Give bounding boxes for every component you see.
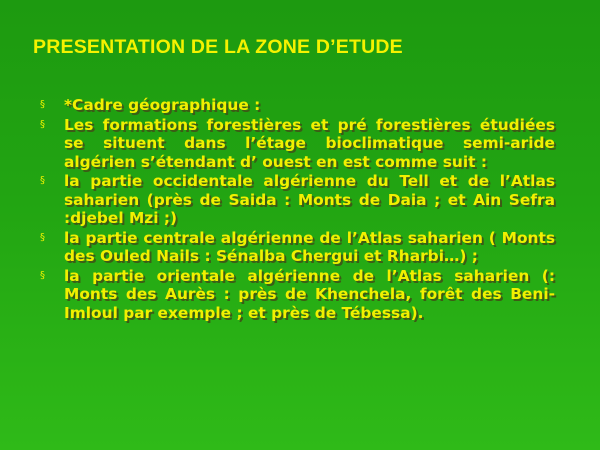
- bullet-text: la partie orientale algérienne de l’Atlas saharien (: Monts des Aurès : près de Khenchela, forêt des Beni-Imloul par exemple ; et près de Tébessa).: [64, 266, 555, 322]
- bullet-text: Les formations forestières et pré forestières étudiées se situent dans l’étage bioclimatique semi-aride algérien s’étendant d’ ouest en est comme suit :: [64, 115, 555, 171]
- slide-title: PRESENTATION DE LA ZONE D’ETUDE: [33, 36, 403, 58]
- bullet-text: la partie centrale algérienne de l’Atlas saharien ( Monts des Ouled Nails : Sénalba Chergui et Rharbi…) ;: [64, 228, 555, 265]
- section-sign-icon: §: [40, 99, 45, 110]
- bullet-item: [40, 96, 555, 115]
- bullet-text: la partie occidentale algérienne du Tell et de l’Atlas saharien (près de Saida : Monts de Daia ; et Ain Sefra :djebel Mzi ;): [64, 172, 555, 227]
- bullet-text: *Cadre géographique :: [64, 96, 261, 114]
- section-sign-icon: §: [40, 118, 45, 130]
- bullet-item: [40, 172, 555, 228]
- section-sign-icon: §: [40, 269, 45, 281]
- section-sign-icon: §: [40, 175, 45, 186]
- section-sign-icon: §: [40, 231, 45, 243]
- bullet-item: [40, 267, 555, 323]
- bullet-item: [40, 229, 555, 266]
- bullet-item: [40, 116, 555, 172]
- bullet-list: [40, 96, 555, 323]
